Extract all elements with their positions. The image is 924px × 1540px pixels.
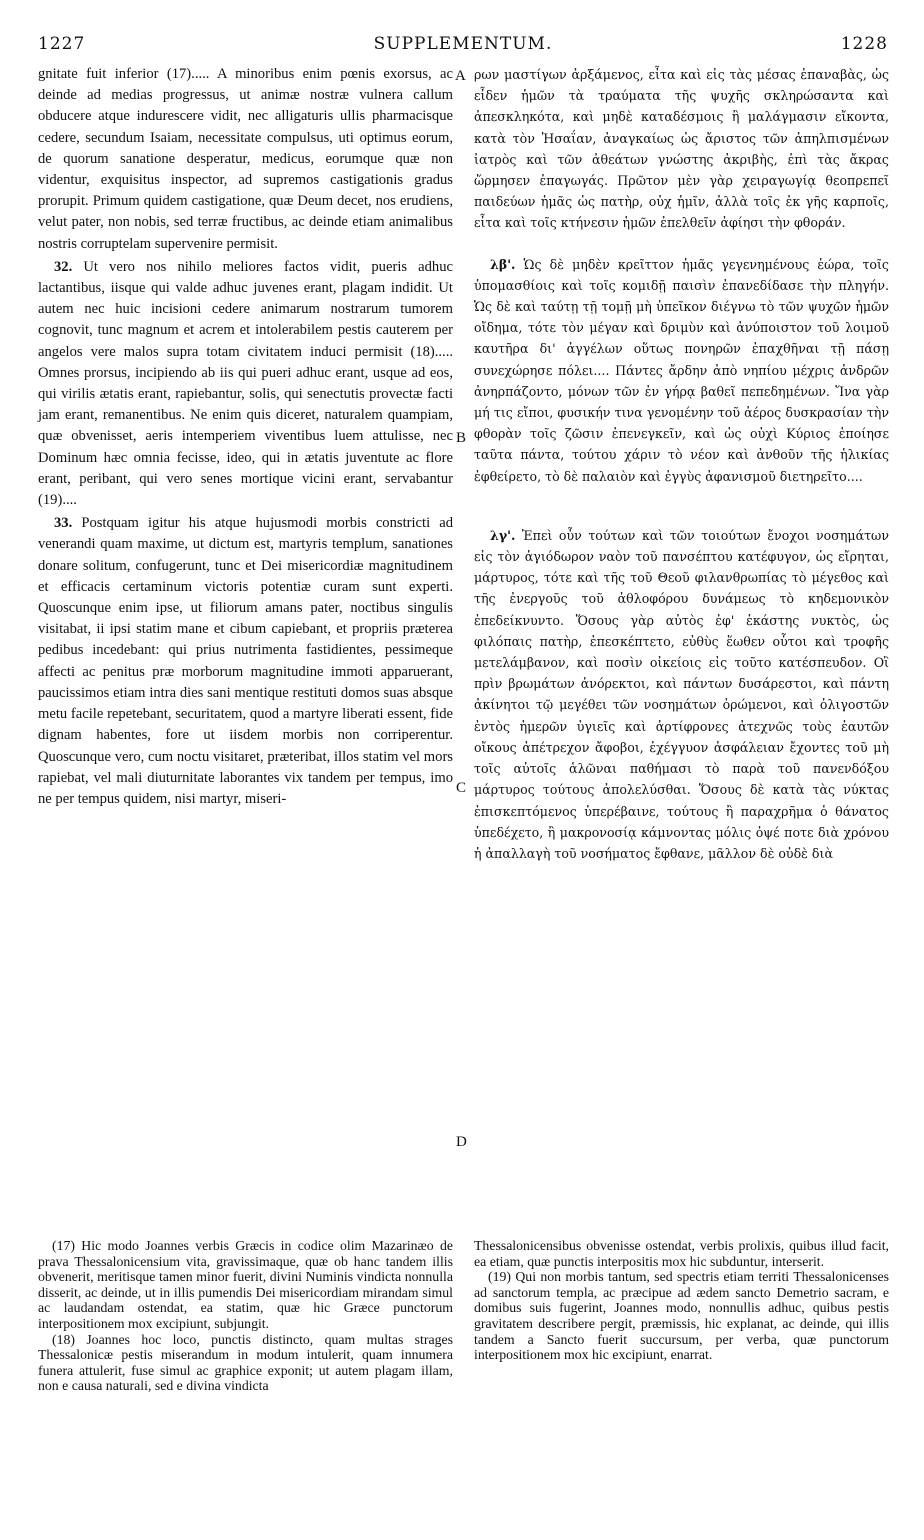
greek-paragraph-31-continued: ρων μαστίγων ἀρξάμενος, εἶτα καὶ εἰς τὰς μέσας ἐπαναβὰς, ὡς εἶδεν ἡμῶν τὰ τραύματα τῆς ψυχῆς σκληρώσαντα καὶ ἀπεσκληκότα, καὶ μηδὲ καταδέσμοις ἢ μαλάγμασιν εἴκοντα, κατὰ τὸν Ἡσαΐαν, ἀναγκαίως ὡς ἄριστος τῶν ἀπηλπισμένων ἰατρὸς καὶ τῶν ἀθεάτων γνώστης ἀκριβὴς, ἐπὶ τὰς ἄκρας ὥρμησεν ἐπαγωγάς. Πρῶτον μὲν γὰρ χειραγωγίᾳ θεοπρεπεῖ παιδεύων ἡμᾶς ὡς πατὴρ, οὐχ ἡμῖν, ἀλλὰ τοῖς ἐκ γῆς καρποῖς, εἶτα καὶ τοῖς κτήνεσιν ἡμῶν ἐπελθεῖν ἀφίησι τὴν φθοράν. [474, 67, 889, 231]
greek-column [474, 64, 889, 864]
footnote-17: (17) Hic modo Joannes verbis Græcis in codice olim Mazarinæo de prava Thessalonicensium vita, gravissimaque, quæ ob hanc tandem illis obvenerit, meritisque tamen minor fuerit, divini Numinis vindicta nonnulla disserit, ac deinde, ut in illis pumendis Dei misericordiam mirandam simul ac laudandam ostendat, ea statim, quæ hic Græce punctorum interpositionem mox excipiunt, subjungit. [38, 1238, 453, 1331]
latin-column [38, 64, 453, 810]
footnote-18-continued: Thessalonicensibus obvenisse ostendat, verbis prolixis, quibus illud facit, ea etiam, quæ punctis interpositis mox hic subduntur, interserit. [474, 1238, 889, 1269]
page-number-right: 1228 [840, 34, 888, 54]
latin-paragraph-33 [38, 513, 453, 810]
greek-paragraph-32-text: Ὡς δὲ μηδὲν κρεῖττον ἡμᾶς γεγενημένους ἑώρα, τοῖς ὑπομασθίοις καὶ τοῖς κομιδῇ παισὶν ἐπανεδίδασε τὴν πληγήν. Ὡς δὲ καὶ ταύτῃ τῇ τομῇ μὴ ὑπεῖκον διέγνω τὸ τῶν ψυχῶν ἡμῶν οἴδημα, τότε τὸν μέγαν καὶ δριμὺν καὶ ἀνύποιστον τοῦ λοιμοῦ καυτῆρα δι' ἀγγέλων οὕτως πονηρῶν ἐπαχθῆναι τῇ πάσῃ συνεχώρησε πόλει.... Πάντες ἄρδην ἀπὸ νηπίου μέχρις ἀνδρῶν ἀνηρπάζοντο, μόνων τῶν ἐν γήρᾳ βαθεῖ πεπεδημένων. Ἵνα γὰρ μή τις εἴποι, φυσικήν τινα γενομένην τοῦ ἀέρος δυσκρασίαν τὴν φθορὰν τοῖς ζῶσιν ἐπενεγκεῖν, καὶ ὡς οὐχὶ Κύριος ἐποίησε ταῦτα πάντα, τούτου χάριν τὸ νέον καὶ ἀνθοῦν τῆς ἡλικίας ἐφθείρετο, τὸ δὲ παλαιὸν καὶ ἐγγὺς ἀφανισμοῦ διετηρεῖτο.... [474, 256, 889, 484]
greek-paragraph-32 [474, 254, 889, 487]
latin-paragraph-32-text: Ut vero nos nihilo meliores factos vidit, pueris adhuc lactantibus, iisque qui valde adhuc juvenes erant, plagam indidit. Ut autem nec huic incisioni cedere animarum nostrarum tumorem cognovit, tunc magnum et acrem et intolerabilem pestis cauterem per angelos vere malos supra totam civitatem induci permisit (18)..... Omnes prorsus, incipiendo ab iis qui pueri adhuc erant, usque ad eos, qui virilis ætatis erant, rapiebantur, solis, qui senectutis provectæ facti jam erant, remanentibus. Ne enim quis diceret, naturalem quampiam, quæ obvenisset, aeris intemperiem viventibus luem attulisse, nec Dominum hæc omnia fecisse, ideo, qui in ætatis juventute ac flore erant, peribant, qui vero senes mortique vicini erant, servabantur (19).... [38, 258, 453, 509]
latin-paragraph-33-text: Postquam igitur his atque hujusmodi morbis constricti ad venerandi quam maxime, ut dictum est, martyris templum, sanationes donare solitum, confugerunt, tunc et Dei misericordiæ magnitudinem et efficacis certaminum victoris potentiæ curam sunt experti. Quoscunque enim ipse, ut filiorum amans pater, noctibus singulis visitabat, ii ipsi statim mane et cibum capiebant, et propriis præterea pedibus incedebant: qui prius nutrimenta fastidientes, pessimeque affecti ac penitus præ morborum magnitudine immoti apparuerant, paucissimos etiam intra dies sani mentique restituti domos suas absque metu facile repetebant, securitatem, quod a martyre liberati essent, fide dignam habentes, fore ut iisdem morbis non corriperentur. Quoscunque vero, cum noctu visitaret, præteribat, illos statim vel mors rapiebat, vel mali diuturnitate laborantes vix tandem per tempus, imo ne per tempus quidem, nisi martyr, miseri- [38, 515, 453, 807]
column-marker-d: D [456, 1134, 467, 1150]
greek-paragraph-33-text: Ἐπεὶ οὖν τούτων καὶ τῶν τοιούτων ἔνοχοι νοσημάτων εἰς τὸν ἁγιόδωρον ναὸν τοῦ πανσέπτου κατέφυγον, ὡς εἴρηται, μάρτυρος, τότε καὶ τῆς τοῦ Θεοῦ φιλανθρωπίας τὸ μέγεθος καὶ τῆς ἐνεργοῦς τοῦ ἀθλοφόρου δυνάμεως τὸ κηδεμονικὸν ἐπεδείκνυντο. Ὅσους γὰρ αὐτὸς ἐφ' ἑκάστης νυκτὸς, ὡς φιλόπαις πατὴρ, ἐπεσκέπτετο, εὐθὺς ἕωθεν οὗτοι καὶ τροφῆς μετελάμβανον, καὶ ποσὶν οἰκείοις εἰς τοῦτο κατέσπευδον. Οἳ πρὶν βρωμάτων ἀνόρεκτοι, καὶ πάντων δυσάρεστοι, καὶ πάντη ἀκίνητοι τῷ μεγέθει τῶν νοσημάτων ὁρώμενοι, καὶ ὀλιγοστῶν ἐντὸς ἡμερῶν ὑγιεῖς καὶ ἀρτίφρονες ἀτεχνῶς τοὺς ἑαυτῶν οἴκους ἀπέτρεχον ἄφοβοι, ἐχέγγυον ἀσφάλειαν ἔχοντες τοῦ μὴ τοῖς αὐτοῖς ἁλῶναι παθήμασι τὸ παρὰ τοῦ πανενδόξου μάρτυρος τούτους ἀπολελύσθαι. Ὅσους δὲ κατὰ τὰς νύκτας ἐπισκεπτόμενος ὑπερέβαινε, τούτους ἢ παραχρῆμα ὁ θάνατος ὑπεδέχετο, ἢ μακρονοσίᾳ κάμνοντας μόλις ὀψέ ποτε διὰ χρόνου ἡ ἀπαλλαγὴ τοῦ νοσήματος ἔφθανε, μᾶλλον δὲ οὐδὲ διὰ [474, 527, 889, 861]
latin-paragraph-32 [38, 257, 453, 511]
greek-paragraph-33 [474, 525, 889, 864]
latin-section-number-33: 33. [54, 515, 73, 532]
latin-section-number-32: 32. [54, 258, 73, 275]
running-title: SUPPLEMENTUM. [373, 34, 553, 54]
latin-paragraph-31-continued: gnitate fuit inferior (17)..... A minoribus enim pœnis exorsus, ac deinde ad medias progressus, ut animæ nostræ vulnera callum obducere atque indurescere vidit, nec alligaturis ullis pharmacisque cedere, secundum Isaiam, necessitate compulsus, uti optimus eorum, de quorum sanatione desperatur, medicus, eorumque quæ non videntur, exquisitus inspector, ad supremos castigationis gradus prorupit. Primum quidem castigatione, quæ Deum decet, nos erudiens, velut pater, non nobis, sed terræ fructibus, ac deinde etiam animalibus nostris corruptelam supervenire permisit. [38, 66, 453, 252]
page-number-left: 1227 [38, 34, 86, 54]
column-marker-c: C [456, 780, 467, 796]
column-marker-a: A [455, 68, 466, 84]
footnote-18: (18) Joannes hoc loco, punctis distincto, quam multas strages Thessalonicæ pestis miserandum in modum intulerit, quam innumera funera attulerit, fuse simul ac graphice exponit; ut autem plagam illam, non e causa naturali, sed e divina vindicta [38, 1331, 453, 1394]
greek-section-number-32: λβ'. [490, 256, 516, 272]
column-marker-b: B [456, 430, 467, 446]
footnotes-left [38, 1238, 453, 1394]
page-header [38, 34, 888, 56]
footnotes-right [474, 1238, 889, 1363]
footnote-19: (19) Qui non morbis tantum, sed spectris etiam territi Thessalonicenses ad sanctorum templa, ac præcipue ad ædem sancto Demetrio sacram, e domibus suis fugerint, Joannes modo, nonnullis adhuc, quibus pestis gravitatem describere pergit, præmissis, hic explanat, ac deinde, qui illis tandem a Sancto fuerit succursum, per verba, quæ punctorum interpositionem mox hic excipiunt, enarrat. [474, 1269, 889, 1363]
greek-section-number-33: λγ'. [490, 527, 516, 543]
